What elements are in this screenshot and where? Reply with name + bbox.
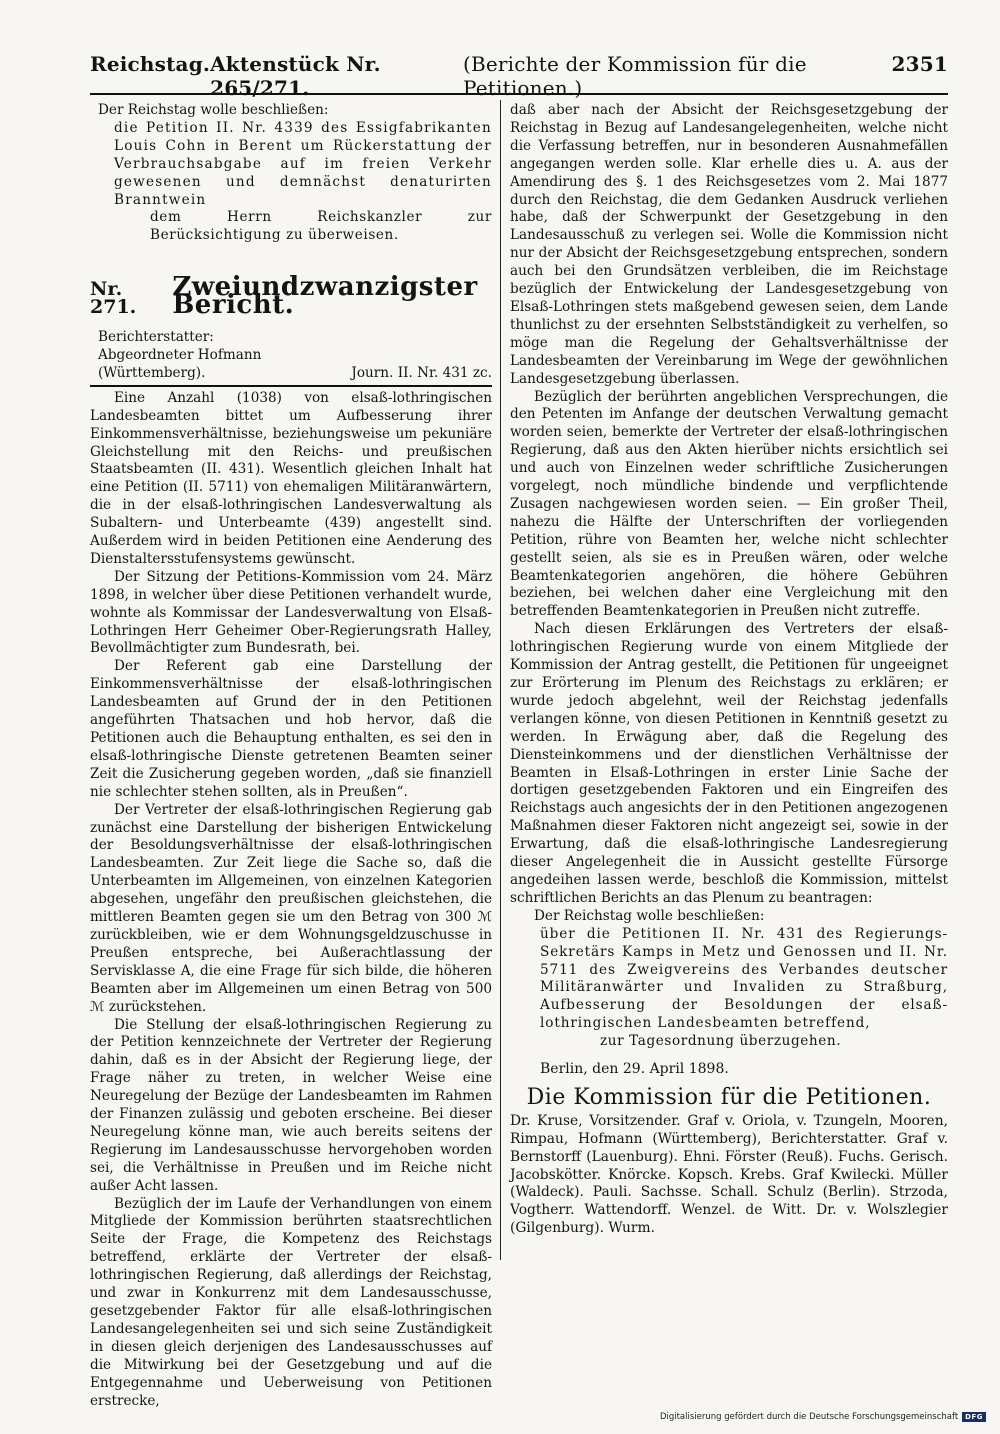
motion-intro: Der Reichstag wolle beschließen:: [98, 102, 329, 118]
section-rule: [90, 385, 492, 387]
committee-members: Dr. Kruse, Vorsitzender. Graf v. Oriola, v. Tzungeln, Mooren, Rimpau, Hofmann (Württemberg), Berichterstatter. Graf v. Bernstorff (Lauenburg). Ehni. Förster (Reuß). Fuchs. Gerisch. Jacobskötter. Knörcke. Kopsch. Krebs. Graf Kwilecki. Müller (Waldeck). Pauli. Sachsse. Schall. Schulz (Berlin). Strzoda, Vogtherr. Wattendorff. Wenzel. de Witt. Dr. v. Wolszlegier (Gilgenburg). Wurm.: [510, 1112, 948, 1237]
committee-title: Die Kommission für die Petitionen.: [526, 1084, 932, 1110]
body-paragraph: Der Vertreter der elsaß-lothringischen Regierung gab zunächst eine Darstellung der bisherigen Entwickelung der Besoldungsverhältnisse der elsaß-lothringischen Landesbeamten. Zur Zeit liege die Sache so, daß die Unterbeamten im Allgemeinen, von einzelnen Kategorien abgesehen, ungefähr den preußischen gleichstehen, die mittleren Beamten gegen sie um den Betrag von 300 ℳ zurückbleiben, wie er dem Wohnungsgeldzuschusse in Preußen entspreche, bei Außerachtlassung der Servisklasse A, die eine Frage für sich bilde, die höheren Beamten aber im Allgemeinen um einen Betrag von 500 ℳ zurückstehen.: [90, 801, 492, 1015]
credit-text: Digitalisierung gefördert durch die Deutsche Forschungsgemeinschaft: [659, 1412, 959, 1422]
rapporteur-name: Abgeordneter Hofmann: [98, 346, 262, 363]
header-center: Aktenstück Nr. 265/271.: [210, 52, 381, 100]
header-right: (Berichte der Kommission für die Petitionen.): [462, 52, 807, 100]
motion-referral: dem Herrn Reichskanzler zur Berücksichtigung zu überweisen.: [150, 209, 492, 244]
rapporteur-block: [90, 329, 492, 383]
motion-referral: zur Tagesordnung überzugehen.: [600, 1033, 842, 1050]
report-title: [90, 272, 492, 321]
body-paragraph: Eine Anzahl (1038) von elsaß-lothringischen Landesbeamten bittet um Aufbesserung ihrer Einkommensverhältnisse, beziehungsweise um pekuniäre Gleichstellung mit den Reichs- und preußischen Staatsbeamten (II. 431). Wesentlich gleichen Inhalt hat eine Petition (II. 5711) von ehemaligen Militäranwärtern, die in der elsaß-lothringischen Landesverwaltung als Subaltern- und Unterbeamte (439) angestellt sind. Außerdem wird in beiden Petitionen eine Aenderung des Dienstaltersstufensystems gewünscht.: [90, 389, 492, 567]
body-paragraph: Der Sitzung der Petitions-Kommission vom 24. März 1898, in welcher über diese Petitionen verhandelt wurde, wohnte als Kommissar der Landesverwaltung von Elsaß-Lothringen Herr Geheimer Ober-Regierungsrath Halley, Bevollmächtigter zum Bundesrath, bei.: [90, 568, 492, 657]
body-paragraph: Der Referent gab eine Darstellung der Einkommensverhältnisse der elsaß-lothringischen Landesbeamten auf Grund der in den Petitionen angeführten Thatsachen und hob hervor, daß die Petitionen auch die Behauptung enthalten, es sei den in elsaß-lothringische Dienste getretenen Beamten seiner Zeit die Zusicherung gegeben worden, „daß sie finanziell nie schlechter stehen sollten, als in Preußen“.: [90, 658, 492, 800]
rapporteur-label: Berichterstatter:: [98, 329, 214, 346]
motion-text: die Petition II. Nr. 4339 des Essigfabrikanten Louis Cohn in Berent um Rückerstattung der Verbrauchsabgabe auf im freien Verkehr gewesenen und demnächst denaturirten Branntwein: [114, 119, 492, 208]
page-header: [90, 52, 948, 100]
left-column: [90, 102, 492, 1410]
rapporteur-state: (Württemberg).: [98, 364, 206, 381]
dateline: Berlin, den 29. April 1898.: [540, 1061, 729, 1078]
motion-intro: Der Reichstag wolle beschließen:: [534, 907, 765, 924]
report-heading: Zweiundzwanzigster Bericht.: [172, 272, 478, 321]
right-column: [510, 102, 948, 1238]
dfg-logo: DFG: [962, 1412, 986, 1422]
header-left: Reichstag.: [90, 52, 211, 76]
header-rule: [90, 93, 948, 95]
body-paragraph: daß aber nach der Absicht der Reichsgesetzgebung der Reichstag in Bezug auf Landesangelegenheiten, welche nicht die Verfassung betreffen, nur in besonderen Ausnahmefällen angegangen werden solle. Klar erhelle dies u. A. aus der Amendirung des §. 1 des Reichsgesetzes vom 2. Mai 1877 durch den Reichstag, die dem Gedanken Ausdruck verliehen habe, daß der Schwerpunkt der Gesetzgebung in den Landesausschuß zu verlegen sei. Wolle die Kommission nicht nur der Absicht der Reichsgesetzgebung entsprechen, sondern auch bei den Grundsätzen verbleiben, die im Reichstage bezüglich der Entwickelung der Landesgesetzgebung von Elsaß-Lothringen stets maßgebend gewesen seien, dem Lande thunlichst zu der ersehnten Selbstständigkeit zu verhelfen, so möge man die Regelung der Gehaltsverhältnisse der Landesbeamten der Vereinbarung im Wege der gewöhnlichen Landesgesetzgebung überlassen.: [510, 102, 948, 387]
motion-text: über die Petitionen II. Nr. 431 des Regierungs-Sekretärs Kamps in Metz und Genossen und II. Nr. 5711 des Zweigvereins des Verbandes deutscher Militäranwärter und Invaliden zu Straßburg, Aufbesserung der Besoldungen der elsaß-lothringischen Landesbeamten betreffend,: [540, 925, 948, 1032]
body-paragraph: Bezüglich der berührten angeblichen Versprechungen, die den Petenten im Anfange der deutschen Verwaltung gemacht worden seien, bemerkte der Vertreter der elsaß-lothringischen Regierung, daß aus den Akten hierüber nichts ersichtlich sei und auch von Einzelnen weder schriftliche Zusicherungen vorgelegt, noch mündliche bindende und verpflichtende Zusagen nachgewiesen worden seien. — Ein großer Theil, nahezu die Hälfte der Unterschriften der vorliegenden Petition, rühre von Beamten her, welche nicht schlechter gestellt seien, als sie es in Preußen wären, oder welche Beamtenkategorien angehören, die höhere Gebühren beziehen, bei welchen daher eine Vergleichung mit den betreffenden Beamtenkategorien in Preußen nicht zutreffe.: [510, 388, 948, 620]
column-divider: [500, 100, 501, 1260]
journal-reference: Journ. II. Nr. 431 zc.: [351, 364, 492, 381]
body-paragraph: Die Stellung der elsaß-lothringischen Regierung zu der Petition kennzeichnete der Vertreter der Regierung dahin, daß es in der Absicht der Regierung liege, der Frage näher zu treten, in welcher Weise eine Neuregelung der Bezüge der Landesbeamten im Rahmen der Finanzen zulässig und geboten erscheine. Bei dieser Neuregelung könne man, wie auch bereits seitens der Regierung im Landesausschusse hervorgehoben worden sei, die Verhältnisse in Preußen und im Reiche nicht außer Acht lassen.: [90, 1016, 492, 1194]
digitization-credit: [660, 1412, 986, 1422]
body-paragraph: Bezüglich der im Laufe der Verhandlungen von einem Mitgliede der Kommission berührten staatsrechtlichen Seite der Frage, die Kompetenz des Reichstags betreffend, erklärte der Vertreter der elsaß-lothringischen Regierung, daß allerdings der Reichstag, und zwar in Konkurrenz mit dem Landesausschusse, gesetzgebender Faktor für alle elsaß-lothringischen Landesangelegenheiten sei und sich seine Zuständigkeit in diesen gleich derjenigen des Landesausschusses auf die Mitwirkung bei der Gesetzgebung und auf die Entgegennahme und Ueberweisung von Petitionen erstrecke,: [90, 1195, 492, 1409]
body-paragraph: Nach diesen Erklärungen des Vertreters der elsaß-lothringischen Regierung wurde von einem Mitgliede der Kommission der Antrag gestellt, die Petitionen für ungeeignet zur Erörterung im Plenum des Reichstags zu erklären; er wurde jedoch abgelehnt, weil der Reichstag jedenfalls verlangen könne, von diesen Petitionen in Kenntniß gesetzt zu werden. In Erwägung aber, daß die Regelung des Diensteinkommens und der dienstlichen Verhältnisse der Beamten in Elsaß-Lothringen in erster Linie Sache der dortigen gesetzgebenden Faktoren und ein Eingreifen des Reichstags auch angesichts der in den Petitionen angezogenen Maßnahmen dieser Faktoren nicht angezeigt sei, sowie in der Erwartung, daß die elsaß-lothringische Landesregierung dieser Angelegenheit die in Aussicht gestellte Fürsorge angedeihen lassen werde, beschloß die Kommission, mittelst schriftlichen Berichts an das Plenum zu beantragen:: [510, 621, 948, 906]
report-number: Nr. 271.: [90, 278, 137, 319]
page-number: 2351: [891, 52, 948, 76]
rapporteur-row: [98, 365, 492, 383]
